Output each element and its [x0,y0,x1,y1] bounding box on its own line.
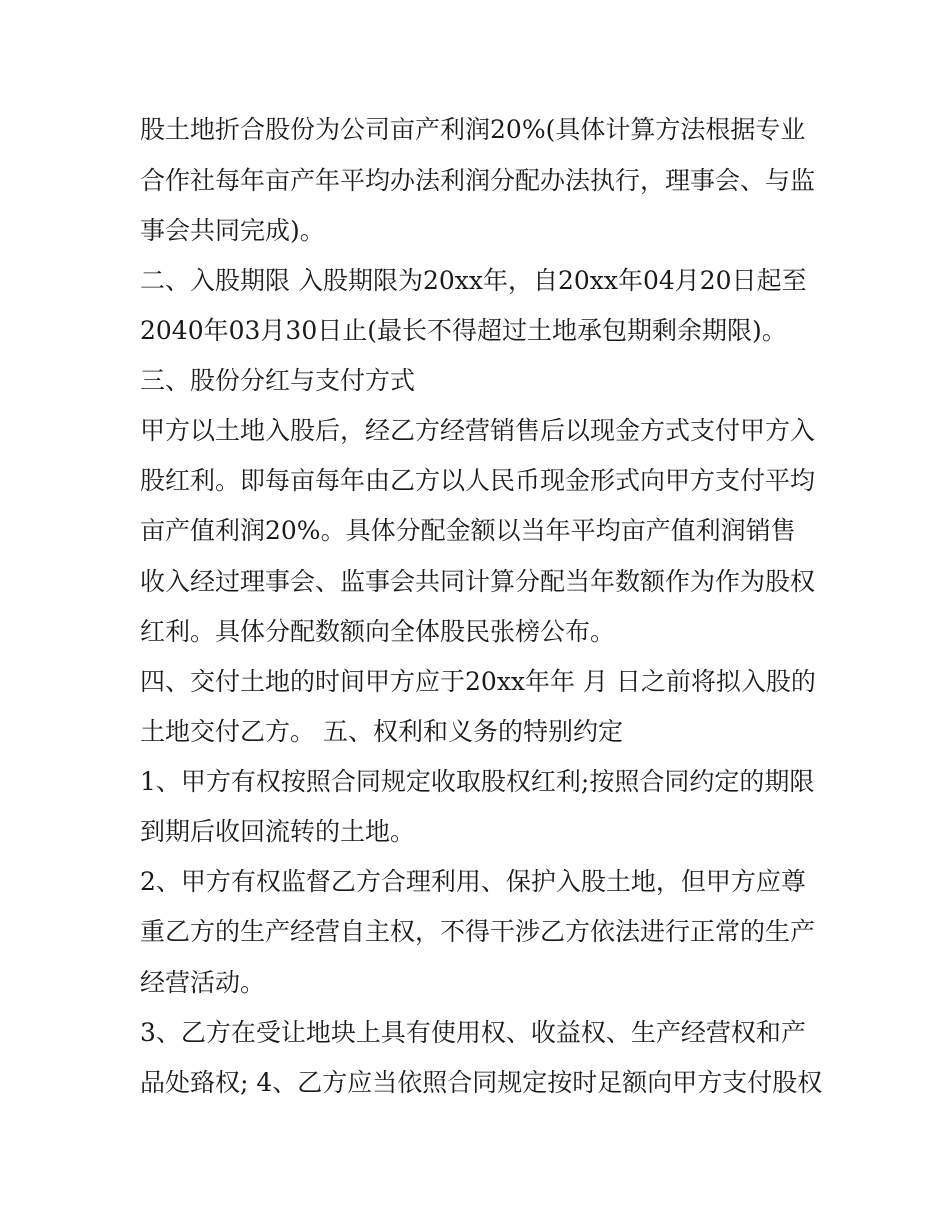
text-line: 事会共同完成)。 [140,216,325,245]
text-line: 重乙方的生产经营自主权，不得干涉乙方依法进行正常的生产 [140,917,816,946]
text-line: 甲方以土地入股后，经乙方经营销售后以现金方式支付甲方入 [140,416,816,445]
text-line: 二、入股期限 入股期限为20xx年，自20xx年04月20日起至 [140,266,807,295]
text-line: 收入经过理事会、监事会共同计算分配当年数额作为作为股权 [140,567,816,596]
text-line: 合作社每年亩产年平均办法利润分配办法执行，理事会、与监 [140,166,816,195]
text-line: 股土地折合股份为公司亩产利润20%(具体计算方法根据专业 [140,115,806,144]
text-line: 四、交付土地的时间甲方应于20xx年年 月 日之前将拟入股的 [140,667,816,696]
text-line: 3、乙方在受让地块上具有使用权、收益权、生产经营权和产 [140,1018,806,1047]
text-line: 经营活动。 [140,968,266,997]
section-heading: 三、股份分红与支付方式 [140,366,416,395]
text-line: 品处臵权; 4、乙方应当依照合同规定按时足额向甲方支付股权 [140,1068,823,1097]
text-line: 2、甲方有权监督乙方合理利用、保护入股土地，但甲方应尊 [140,867,806,896]
text-line: 1、甲方有权按照合同规定收取股权红利;按照合同约定的期限 [140,767,815,796]
text-line: 红利。具体分配数额向全体股民张榜公布。 [140,617,616,646]
text-line: 亩产值利润20%。具体分配金额以当年平均亩产值利润销售 [140,516,796,545]
text-line: 到期后收回流转的土地。 [140,817,416,846]
text-line: 股红利。即每亩每年由乙方以人民币现金形式向甲方支付平均 [140,466,816,495]
text-line: 2040年03月30日止(最长不得超过土地承包期剩余期限)。 [140,316,787,345]
text-line: 土地交付乙方。 五、权利和义务的特别约定 [140,717,623,746]
